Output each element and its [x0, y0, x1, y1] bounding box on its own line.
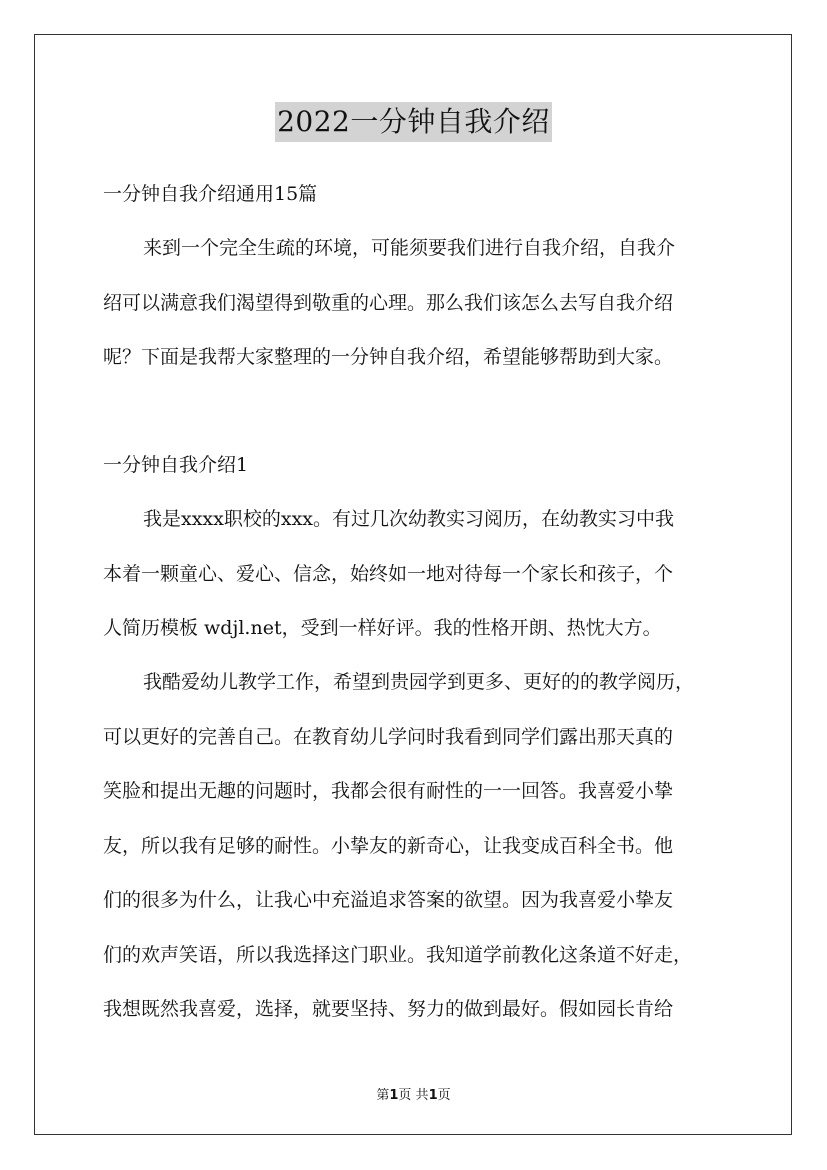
paragraph-1 [103, 492, 743, 656]
subtitle [103, 167, 743, 222]
footer-page-current: 1 [389, 1088, 399, 1103]
section-heading [103, 438, 743, 493]
text-line: 我想既然我喜爱，选择，就要坚持、努力的做到最好。假如园长肯给 [103, 998, 674, 1020]
text-line: 笑脸和提出无趣的问题时，我都会很有耐性的一一回答。我喜爱小挚 [103, 780, 674, 802]
text-line: 友，所以我有足够的耐性。小挚友的新奇心，让我变成百科全书。他 [103, 834, 674, 857]
text-line: 本着一颗童心、爱心、信念，始终如一地对待每一个家长和孩子，个 [103, 562, 674, 585]
text-line: 们的欢声笑语，所以我选择这门职业。我知道学前教化这条道不好走， [103, 943, 693, 966]
section-heading-text: 一分钟自我介绍1 [103, 454, 249, 476]
page-footer [0, 1084, 827, 1103]
title-container [0, 102, 827, 142]
text-line: 我酷爱幼儿教学工作，希望到贵园学到更多、更好的的教学阅历， [143, 671, 695, 693]
text-line: 我是xxxx职校的xxx。有过几次幼教实习阅历，在幼教实习中我 [143, 508, 675, 530]
document-title: 2022一分钟自我介绍 [275, 102, 552, 142]
footer-mid: 页 共 [398, 1088, 429, 1103]
footer-prefix: 第 [376, 1088, 390, 1103]
text-line: 来到一个完全生疏的环境，可能须要我们进行自我介绍，自我介 [143, 237, 676, 259]
text-line: 可以更好的完善自己。在教育幼儿学问时我看到同学们露出那天真的 [103, 725, 674, 748]
text-line: 绍可以满意我们渴望得到敬重的心理。那么我们该怎么去写自我介绍 [103, 291, 674, 314]
paragraph-2 [103, 655, 743, 1037]
subtitle-text: 一分钟自我介绍通用15篇 [103, 183, 318, 205]
footer-suffix: 页 [437, 1088, 451, 1103]
footer-page-total: 1 [428, 1088, 438, 1103]
text-line: 呢？下面是我帮大家整理的一分钟自我介绍，希望能够帮助到大家。 [103, 346, 674, 368]
intro-paragraph [103, 221, 743, 385]
text-line: 人简历模板 wdjl.net，受到一样好评。我的性格开朗、热忱大方。 [103, 617, 662, 639]
text-line: 们的很多为什么，让我心中充溢追求答案的欲望。因为我喜爱小挚友 [103, 889, 674, 911]
